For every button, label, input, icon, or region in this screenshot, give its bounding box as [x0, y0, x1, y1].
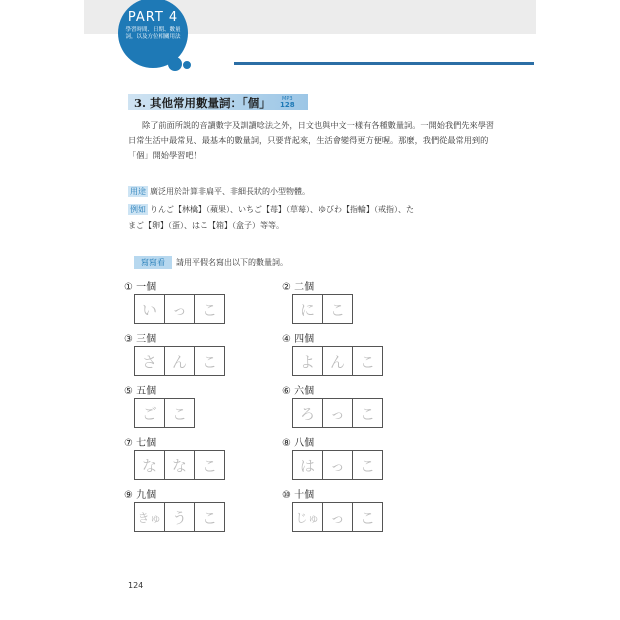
kana-cell[interactable]: じゅ: [292, 502, 323, 532]
kana-writing-grid: [292, 294, 353, 324]
kana-cell[interactable]: ご: [134, 398, 165, 428]
intro-paragraph: [128, 118, 496, 163]
section-title: 3. 其他常用數量詞：「個」: [134, 96, 271, 110]
page-number: 124: [128, 581, 144, 590]
kana-writing-grid: [134, 502, 225, 532]
kana-cell[interactable]: こ: [352, 346, 383, 376]
kana-cell[interactable]: っ: [322, 502, 353, 532]
kana-cell[interactable]: こ: [352, 450, 383, 480]
practice-item-label: ⑤ 五個: [124, 386, 157, 397]
kana-cell[interactable]: よ: [292, 346, 323, 376]
kana-cell[interactable]: ん: [322, 346, 353, 376]
practice-item: [282, 486, 383, 532]
kana-cell[interactable]: ん: [164, 346, 195, 376]
decor-dot: [168, 57, 182, 71]
kana-cell[interactable]: っ: [322, 450, 353, 480]
kana-cell[interactable]: きゅ: [134, 502, 165, 532]
kana-cell[interactable]: に: [292, 294, 323, 324]
practice-item-label: ⑩ 十個: [282, 490, 315, 501]
mp3-label: MP3: [282, 96, 293, 102]
practice-item: [124, 486, 225, 532]
kana-cell[interactable]: は: [292, 450, 323, 480]
book-page: [84, 0, 536, 620]
kana-cell[interactable]: こ: [194, 294, 225, 324]
kana-cell[interactable]: い: [134, 294, 165, 324]
header-rule: [234, 62, 534, 65]
practice-item: [282, 278, 353, 324]
kana-cell[interactable]: こ: [194, 450, 225, 480]
examples-line-1: りんご【林檎】（蘋果）、いちご【苺】（草莓）、ゆびわ【指輪】（戒指）、た: [150, 205, 414, 214]
kana-writing-grid: [134, 450, 225, 480]
kana-cell[interactable]: う: [164, 502, 195, 532]
kana-cell[interactable]: こ: [164, 398, 195, 428]
decor-dot-small: [182, 60, 192, 70]
intro-text: 除了前面所説的音讀數字及訓讀唸法之外，日文也與中文一樣有各種數量詞。一開始我們先來學習日常生活中最常見、最基本的數量詞，只要背起來，生活會變得更方便喔。那麼，我們從最常用到的「個」開始學習吧！: [128, 120, 495, 160]
kana-cell[interactable]: な: [164, 450, 195, 480]
kana-cell[interactable]: こ: [352, 398, 383, 428]
kana-cell[interactable]: さ: [134, 346, 165, 376]
practice-item-label: ⑥ 六個: [282, 386, 315, 397]
practice-item: [124, 434, 225, 480]
kana-writing-grid: [134, 294, 225, 324]
practice-item-label: ⑦ 七個: [124, 438, 157, 449]
practice-item: [124, 382, 195, 428]
practice-tag: 寫寫看: [134, 256, 172, 269]
kana-writing-grid: [134, 346, 225, 376]
practice-item: [282, 382, 383, 428]
practice-item-label: ② 二個: [282, 282, 315, 293]
kana-cell[interactable]: こ: [194, 346, 225, 376]
kana-cell[interactable]: こ: [194, 502, 225, 532]
usage-text: 廣泛用於計算非扁平、非細長狀的小型物體。: [150, 187, 310, 196]
examples-label: 例如: [130, 205, 146, 214]
part-title: PART 4: [127, 10, 179, 25]
kana-cell[interactable]: こ: [322, 294, 353, 324]
practice-item: [124, 330, 225, 376]
examples-line-2: まご【卵】（蛋）、はこ【箱】（盒子）等等。: [128, 221, 284, 230]
kana-writing-grid: [292, 398, 383, 428]
kana-cell[interactable]: ろ: [292, 398, 323, 428]
mp3-track-icon: [280, 96, 295, 108]
mp3-track-number: 128: [280, 101, 295, 109]
practice-item-label: ③ 三個: [124, 334, 157, 345]
kana-cell[interactable]: な: [134, 450, 165, 480]
kana-writing-grid: [292, 450, 383, 480]
practice-item-label: ① 一個: [124, 282, 157, 293]
practice-item: [124, 278, 225, 324]
kana-writing-grid: [134, 398, 195, 428]
kana-writing-grid: [292, 502, 383, 532]
practice-item-label: ④ 四個: [282, 334, 315, 345]
practice-instruction: 請用平假名寫出以下的數量詞。: [176, 258, 288, 267]
part-subtitle: 學習時間、日期、數量詞，以及方位相關用法: [125, 27, 181, 40]
kana-writing-grid: [292, 346, 383, 376]
practice-item-label: ⑧ 八個: [282, 438, 315, 449]
practice-item: [282, 434, 383, 480]
kana-cell[interactable]: っ: [164, 294, 195, 324]
kana-cell[interactable]: っ: [322, 398, 353, 428]
practice-item: [282, 330, 383, 376]
kana-cell[interactable]: こ: [352, 502, 383, 532]
practice-item-label: ⑨ 九個: [124, 490, 157, 501]
usage-label: 用途: [130, 187, 146, 196]
